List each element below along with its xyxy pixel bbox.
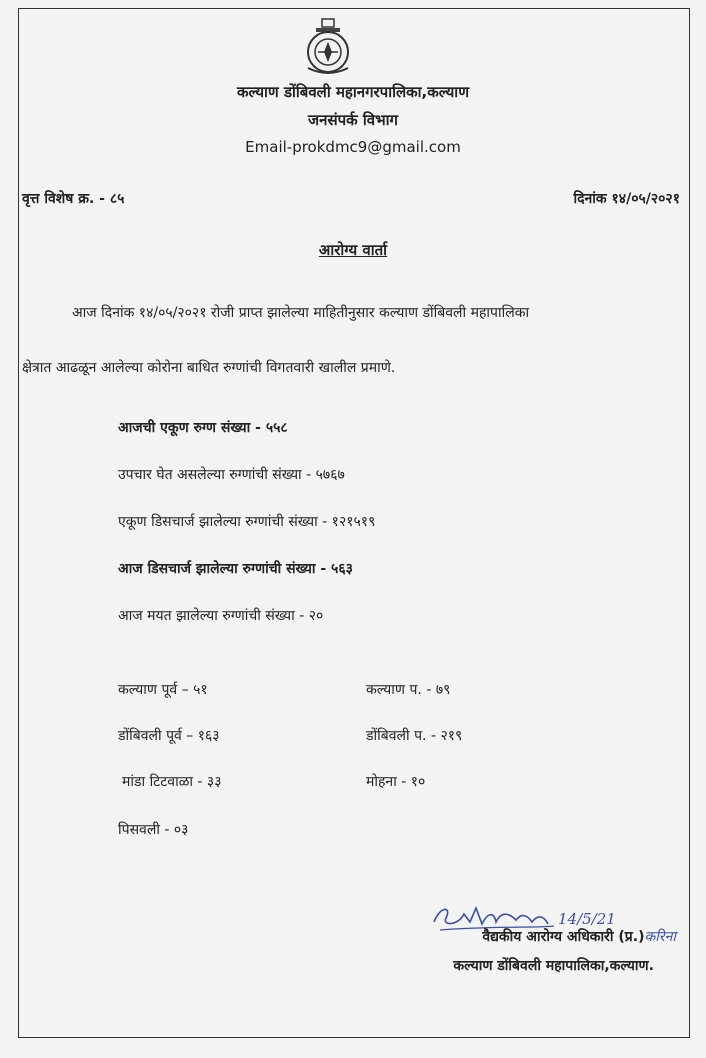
designation-text: वैद्यकीय आरोग्य अधिकारी (प्र.) xyxy=(482,929,645,945)
intro-line-1: आज दिनांक १४/०५/२०२१ रोजी प्राप्त झालेल्या माहितीनुसार कल्याण डोंबिवली महापालिका xyxy=(72,305,530,321)
press-release-number: वृत्त विशेष क्र. - ८५ xyxy=(22,191,125,207)
stat-today-total: आजची एकूण रुग्ण संख्या - ५५८ xyxy=(118,420,288,436)
ward-pisavali: पिसवली - ०३ xyxy=(118,822,189,838)
org-name: कल्याण डोंबिवली महानगरपालिका,कल्याण xyxy=(236,83,470,101)
stat-under-treatment: उपचार घेत असलेल्या रुग्णांची संख्या - ५७६७ xyxy=(118,467,345,483)
ward-manda-titwala: मांडा टिटवाळा - ३३ xyxy=(122,774,222,790)
municipal-seal-emblem xyxy=(302,18,354,78)
signatory-designation xyxy=(482,927,676,946)
handwritten-name: करिना xyxy=(644,929,676,945)
department-name: जनसंपर्क विभाग xyxy=(308,111,398,129)
document-title: आरोग्य वार्ता xyxy=(318,241,388,259)
svg-text:14/5/21: 14/5/21 xyxy=(558,910,616,928)
email-address: Email-prokdmc9@gmail.com xyxy=(245,138,461,156)
ward-kalyan-west: कल्याण प. - ७९ xyxy=(366,682,451,698)
stat-today-discharged: आज डिसचार्ज झालेल्या रुग्णांची संख्या - ५६३ xyxy=(118,561,353,577)
signatory-office: कल्याण डोंबिवली महापालिका,कल्याण. xyxy=(453,958,654,974)
stat-total-discharged: एकूण डिसचार्ज झालेल्या रुग्णांची संख्या - १२१५१९ xyxy=(118,514,376,530)
ward-dombivli-east: डोंबिवली पूर्व – १६३ xyxy=(118,728,220,744)
intro-line-2: क्षेत्रात आढळून आलेल्या कोरोना बाधित रुग्णांची विगतवारी खालील प्रमाणे. xyxy=(22,360,396,376)
ward-dombivli-west: डोंबिवली प. - २१९ xyxy=(366,728,463,744)
ward-kalyan-east: कल्याण पूर्व – ५१ xyxy=(118,682,208,698)
ward-mohana: मोहना - १० xyxy=(366,774,426,790)
release-date: दिनांक १४/०५/२०२१ xyxy=(573,191,680,207)
stat-today-deaths: आज मयत झालेल्या रुग्णांची संख्या - २० xyxy=(118,608,324,624)
